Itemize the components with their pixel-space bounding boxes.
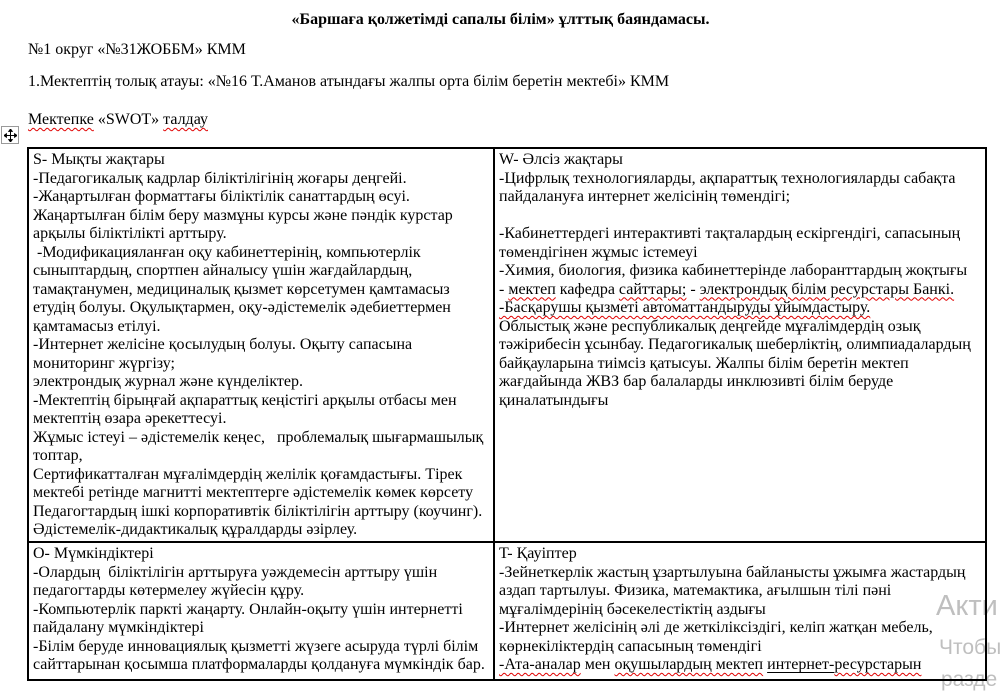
four-way-arrow-icon — [4, 129, 17, 142]
spellcheck-underlined-text: сайттары; — [618, 280, 687, 298]
spellcheck-underlined-text: электрондық білім ресурстары Банкі. — [699, 280, 955, 298]
text-run: -Компьютерлік паркті жаңарту. Онлайн-оқыту үшін интернетті пайдалану мүмкіндіктері — [33, 600, 467, 636]
underlined-text: интернет- — [767, 656, 835, 673]
paragraph — [499, 151, 980, 170]
text-run: электрондық журнал және күнделіктер. — [33, 373, 303, 390]
paragraph — [33, 207, 488, 244]
paragraph — [33, 564, 488, 601]
text-run: -Модификацияланған оқу кабинеттерінің, компьютерлік сыныптардың, спортпен айналысу үшін жағдайлардың, тамақтанумен, медициналық қызмет көрсетумен қамтамасыз етудің болуы. Оқулықтармен, оқу-әдістемелік әдебиеттермен қамтамасыз етілуі. — [33, 243, 455, 335]
swot-caption — [28, 110, 208, 129]
text-run: -Жаңартылған форматтағы біліктілік санаттардың өсуі. — [33, 188, 410, 205]
text-run: -Білім беруде инновациялық қызметті жүзеге асыруда түрлі білім сайттарынан қосымша платформаларды қолдануға мүмкіндік бар. — [33, 637, 485, 673]
cell-threats[interactable] — [495, 543, 985, 679]
paragraph — [499, 207, 980, 226]
spellcheck-underlined-text: талдау — [163, 111, 208, 128]
cell-opportunities[interactable] — [29, 543, 495, 679]
text-run: O- Мүмкіндіктері — [33, 545, 154, 562]
paragraph — [33, 373, 488, 392]
swot-table — [27, 147, 987, 681]
table-move-handle[interactable] — [1, 126, 19, 144]
text-run: -Олардың біліктілігін арттыруға уәждемесін арттыру үшін педагогтарды көтермелеу жүйесін құру. — [33, 563, 442, 599]
spellcheck-underlined-text: -Басқарушы қызметі автоматтандыруды ұйымдастыру. — [499, 299, 871, 316]
text-run: -Интернет желісінің әлі де жеткіліксіздігі, келіп жатқан мебель, көрнекіліктердің сапасының төмендігі — [499, 619, 937, 655]
text-run: -Мектептің бірыңғай ақпараттық кеңістігі арқылы отбасы мен мектептің өзара әрекеттесуі. — [33, 391, 461, 427]
paragraph — [33, 503, 488, 522]
windows-activation-watermark-line2: Чтобы — [939, 636, 1001, 659]
spellcheck-underlined-text: ресурстарын — [834, 656, 922, 673]
text-run: T- Қауіптер — [499, 545, 577, 562]
text-run: -Зейнеткерлік жастың ұзартылуына байланысты ұжымға жастардың аздап тартылуы. Физика, матемактика, ағылшын тілі пәні мұғалімдерінің бәсекелестіктің аздығы — [499, 563, 970, 618]
paragraph — [499, 318, 980, 411]
paragraph — [499, 545, 980, 564]
paragraph — [33, 336, 488, 373]
spellcheck-underlined-text: -Ата-аналар — [499, 656, 581, 673]
text-run: - — [499, 280, 509, 298]
paragraph — [33, 244, 488, 337]
paragraph — [499, 225, 980, 262]
text-run: кафедра — [555, 280, 619, 298]
paragraph — [33, 429, 488, 466]
paragraph — [33, 151, 488, 170]
school-name-line: 1.Мектептің толық атауы: «№16 Т.Аманов атындағы жалпы орта білім беретін мектебі» КММ — [28, 73, 670, 90]
paragraph — [33, 170, 488, 189]
paragraph — [499, 281, 980, 300]
paragraph — [33, 521, 488, 540]
cell-strengths[interactable] — [29, 149, 495, 543]
text-run: -Педагогикалық кадрлар біліктілігінің жоғары деңгейі. — [33, 169, 407, 187]
text-run: Облыстық және республикалық деңгейде мұғалімдердің озық тәжірибесін ұсынбау. Педагогикалық шеберліктің, олимпиадалардың байқауларына тиімсіз қатысуы. Жалпы білім беретін мектеп жағдайында ЖВЗ бар балаларды инклюзивті білім беруде қиналатындығы — [499, 317, 975, 409]
cell-weaknesses[interactable] — [495, 149, 985, 543]
district-line: №1 округ «№31ЖОББМ» КММ — [28, 41, 246, 58]
paragraph — [33, 188, 488, 207]
windows-activation-watermark-line1: Акти — [936, 590, 998, 622]
text-run: Жаңартылған білім беру мазмұны курсы және пәндік курстар арқылы біліктілікті арттыру. — [33, 206, 457, 242]
windows-activation-watermark-line3: разде — [941, 668, 998, 691]
text-run: -Цифрлық технологияларды, ақпараттық технологияларды сабақта пайдалануға интернет желісінің төмендігі; — [499, 169, 960, 205]
text-run: Педагогтардың ішкі корпоративтік біліктілігін арттыру (коучинг). — [33, 502, 483, 520]
paragraph — [499, 262, 980, 281]
paragraph — [499, 299, 980, 318]
text-run: S- Мықты жақтары — [33, 151, 165, 168]
text-run: Жұмыс істеуі – әдістемелік кеңес, проблемалық шығармашылық топтар, — [33, 428, 488, 464]
spellcheck-underlined-text: Мектепке — [28, 111, 94, 128]
page-title: «Баршаға қолжетімді сапалы білім» ұлттық баяндамасы. — [291, 11, 710, 28]
text-run: -Кабинеттердегі интерактивті тақталардың ескіргендігі, сапасының төмендігінен жұмыс істемеуі — [499, 225, 965, 261]
text-run: -Химия, биология, физика кабинеттерінде лаборанттардың жоқтығы — [499, 262, 968, 279]
paragraph — [33, 392, 488, 429]
text-run: «SWOT» — [93, 111, 164, 128]
paragraph — [33, 545, 488, 564]
paragraph — [499, 656, 980, 675]
text-run: Әдістемелік-дидактикалық құралдарды әзірлеу. — [33, 521, 358, 538]
spellcheck-underlined-text: оқушылардың мектеп — [614, 656, 764, 673]
text-run: Сертификатталған мұғалімдердің желілік қоғамдастығы. Тірек мектебі ретінде магнитті мектептерге әдістемелік көмек көрсету — [33, 465, 474, 501]
paragraph — [28, 110, 208, 129]
text-run: W- Әлсіз жақтары — [499, 151, 623, 168]
paragraph — [499, 619, 980, 656]
paragraph — [33, 638, 488, 675]
paragraph — [499, 564, 980, 620]
paragraph — [499, 170, 980, 207]
spellcheck-underlined-text: мектеп — [508, 280, 556, 298]
text-run: -Интернет желісіне қосылудың болуы. Оқыту сапасына мониторинг жүргізу; — [33, 336, 417, 372]
paragraph — [33, 601, 488, 638]
text-run: мен — [580, 656, 615, 673]
text-run: - — [686, 280, 700, 298]
paragraph — [33, 466, 488, 503]
